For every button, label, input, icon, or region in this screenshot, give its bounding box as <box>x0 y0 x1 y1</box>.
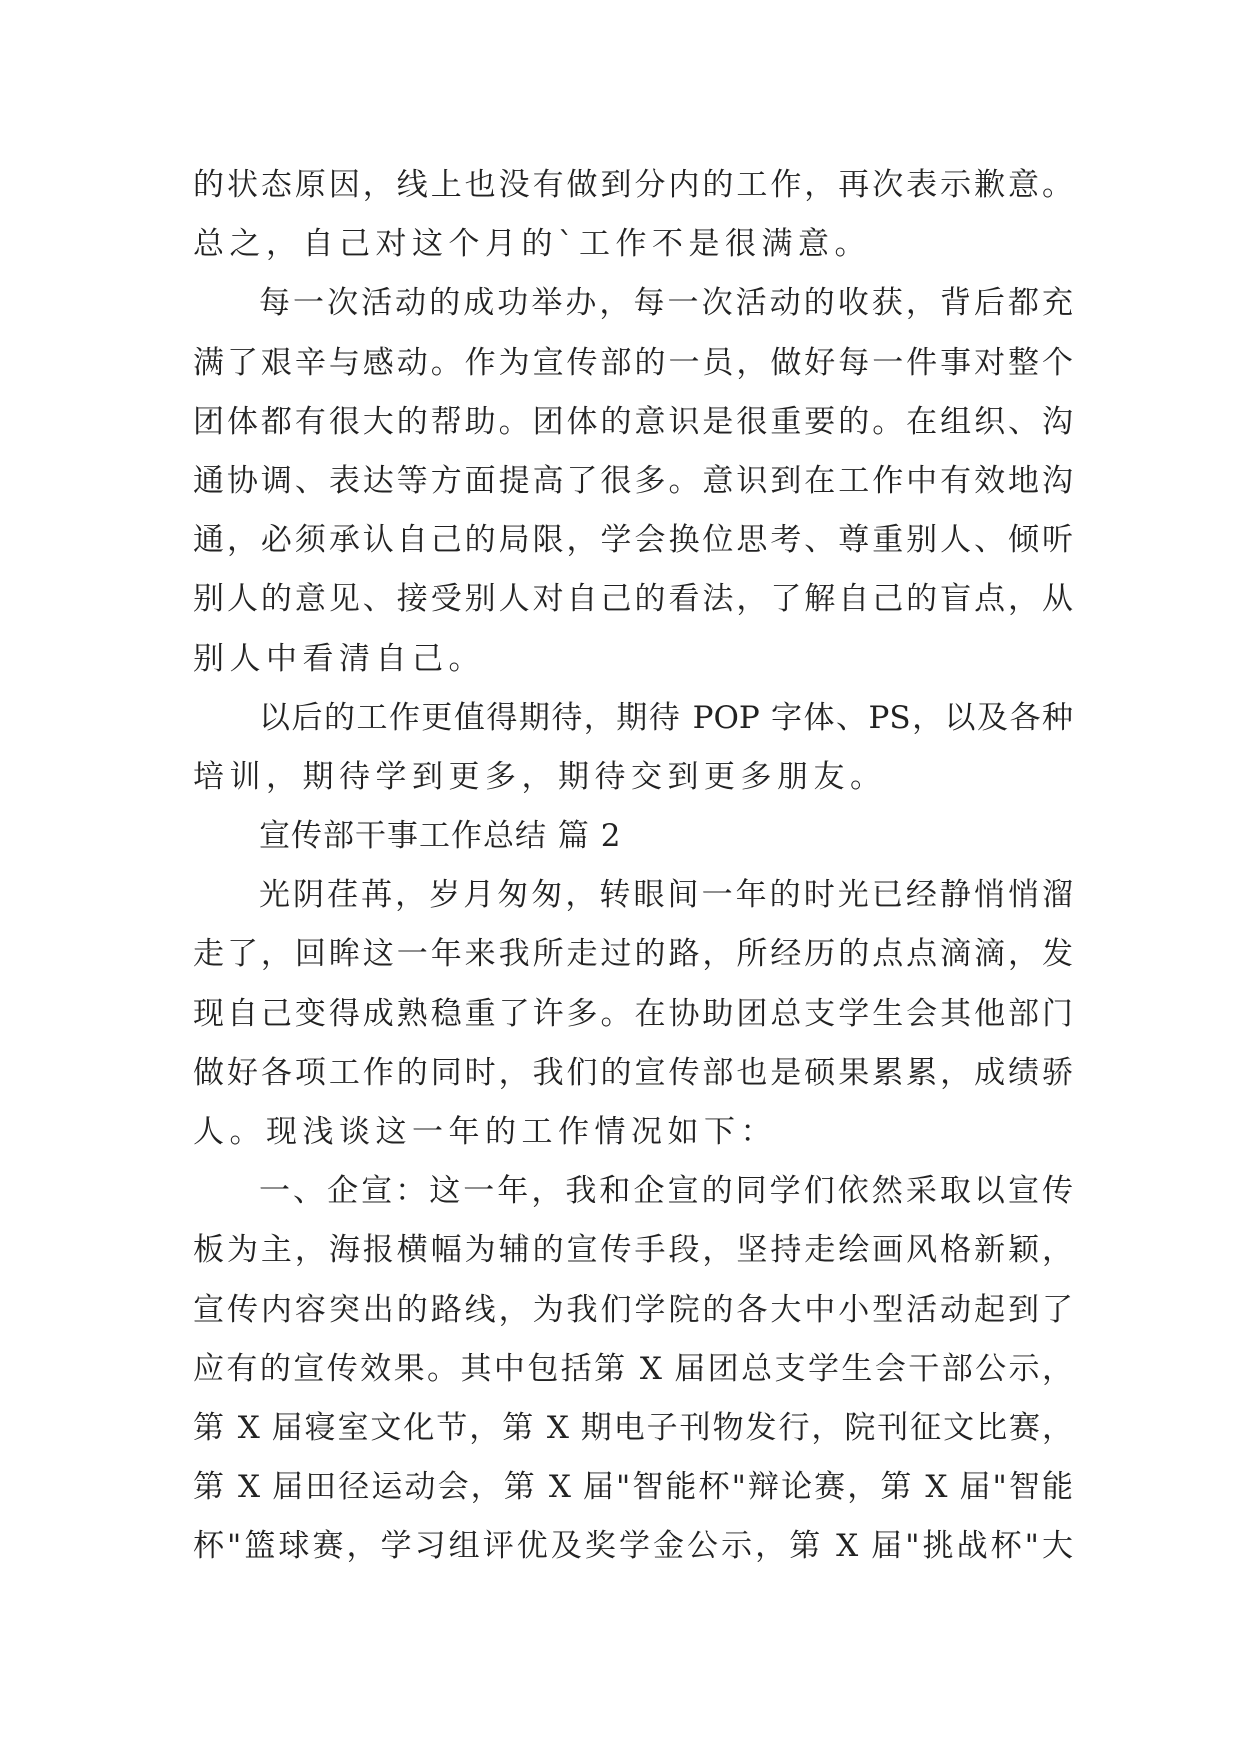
text-line: 人。现浅谈这一年的工作情况如下： <box>193 1114 777 1150</box>
paragraph-start-line: 每一次活动的成功举办，每一次活动的收获，背后都充 <box>259 285 1073 322</box>
section-heading: 宣传部干事工作总结 篇 2 <box>259 818 622 855</box>
text-line: 现自己变得成熟稳重了许多。在协助团总支学生会其他部门 <box>193 995 1073 1032</box>
text-line: 做好各项工作的同时，我们的宣传部也是硕果累累，成绩骄 <box>193 1054 1073 1091</box>
text-line: 第 X 届寝室文化节，第 X 期电子刊物发行，院刊征文比赛， <box>193 1409 1073 1446</box>
text-line: 宣传内容突出的路线，为我们学院的各大中小型活动起到了 <box>193 1291 1073 1328</box>
paragraph-start-line: 一、企宣：这一年，我和企宣的同学们依然采取以宣传 <box>259 1173 1073 1210</box>
text-line: 通协调、表达等方面提高了很多。意识到在工作中有效地沟 <box>193 462 1073 499</box>
text-line: 杯"篮球赛，学习组评优及奖学金公示，第 X 届"挑战杯"大 <box>193 1528 1073 1565</box>
text-line: 别人的意见、接受别人对自己的看法，了解自己的盲点，从 <box>193 581 1073 618</box>
text-line: 总之，自己对这个月的`工作不是很满意。 <box>193 226 871 263</box>
paragraph-start-line: 光阴荏苒，岁月匆匆，转眼间一年的时光已经静悄悄溜 <box>259 877 1073 914</box>
paragraph-start-line: 以后的工作更值得期待，期待 POP 字体、PS，以及各种 <box>259 699 1073 736</box>
text-line: 应有的宣传效果。其中包括第 X 届团总支学生会干部公示， <box>193 1350 1073 1387</box>
text-line: 满了艰辛与感动。作为宣传部的一员，做好每一件事对整个 <box>193 344 1073 381</box>
text-line: 通，必须承认自己的局限，学会换位思考、尊重别人、倾听 <box>193 522 1073 559</box>
text-line: 培训，期待学到更多，期待交到更多朋友。 <box>193 758 887 795</box>
text-line: 第 X 届田径运动会，第 X 届"智能杯"辩论赛，第 X 届"智能 <box>193 1469 1073 1506</box>
text-line: 别人中看清自己。 <box>193 640 485 677</box>
text-line: 团体都有很大的帮助。团体的意识是很重要的。在组织、沟 <box>193 403 1073 440</box>
text-line: 的状态原因，线上也没有做到分内的工作，再次表示歉意。 <box>193 167 1073 203</box>
text-line: 走了，回眸这一年来我所走过的路，所经历的点点滴滴，发 <box>193 936 1073 973</box>
text-line: 板为主，海报横幅为辅的宣传手段，坚持走绘画风格新颖， <box>193 1232 1073 1269</box>
document-body <box>193 156 1073 1577</box>
